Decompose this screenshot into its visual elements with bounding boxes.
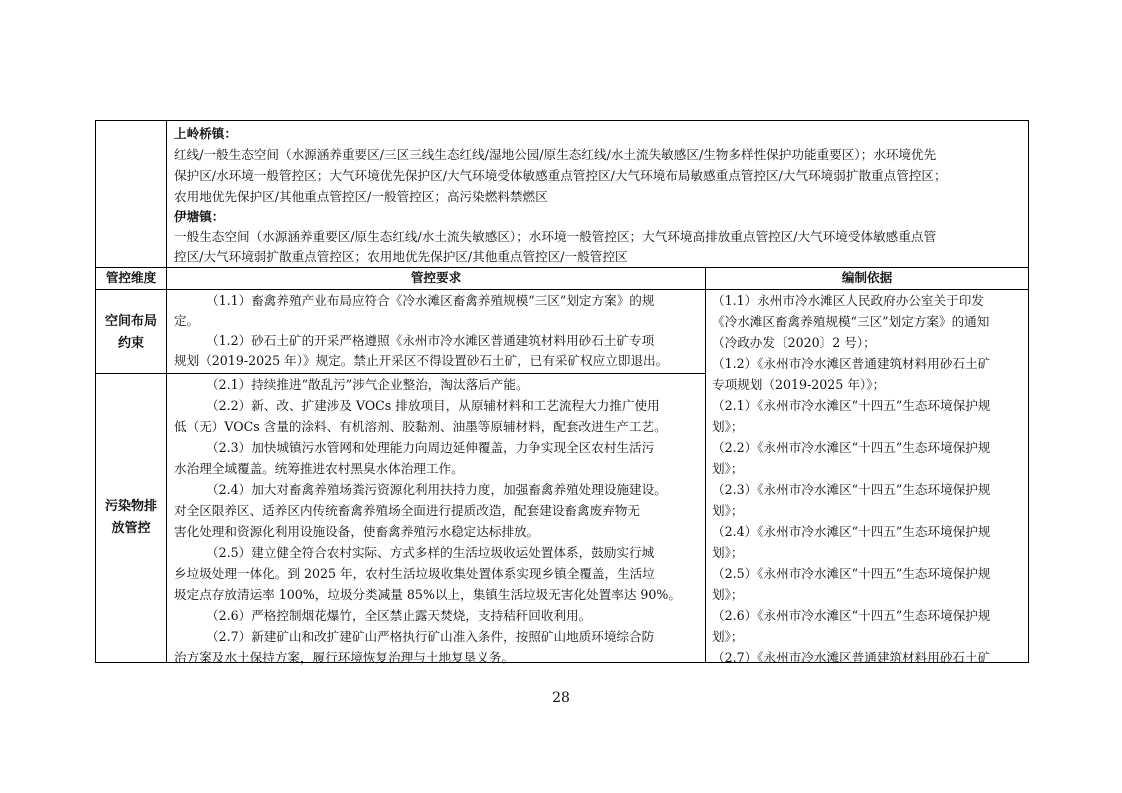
row2-req-line: （2.2）新、改、扩建涉及 VOCs 排放项目，从原辅材料和工艺流程大力推广使用 [206,398,660,413]
basis-line: （2.1）《永州市冷水滩区“十四五”生态环境保护规 [712,398,991,413]
town1-line: 红线/一般生态空间（水源涵养重要区/三区三线生态红线/湿地公园/原生态红线/水土流失敏感区/生物多样性保护功能重要区）；水环境优先 [174,147,937,162]
col-divider-2 [705,267,706,662]
town2-title: 伊塘镇： [174,209,225,224]
basis-line: 划》； [712,545,744,560]
basis-line: （2.6）《永州市冷水滩区“十四五”生态环境保护规 [712,608,991,623]
row2-req-line: 低（无）VOCs 含量的涂料、有机溶剂、胶黏剂、油墨等原辅材料，配套改进生产工艺。 [174,419,667,434]
town1-line: 农用地优先保护区/其他重点管控区/一般管控区；高污染燃料禁燃区 [174,189,548,204]
basis-line: （2.7）《永州市冷水滩区普通建筑材料用砂石土矿 [712,650,991,665]
row1-dimension-line: 约束 [117,336,144,351]
basis-line: （2.3）《永州市冷水滩区“十四五”生态环境保护规 [712,482,991,497]
row2-req-line: （2.1）持续推进“散乱污”涉气企业整治，淘汰落后产能。 [206,377,529,392]
basis-line: （冷政办发〔2020〕2 号）； [712,335,876,350]
header-basis: 编制依据 [841,270,893,285]
row1-dimension [96,311,166,355]
basis-line: （1.1）永州市冷水滩区人民政府办公室关于印发 [712,293,984,308]
row1-req-line: 定。 [174,313,200,328]
row2-req-line: （2.7）新建矿山和改扩建矿山严格执行矿山准入条件，按照矿山地质环境综合防 [206,629,655,644]
row2-req-line: 治方案及水土保持方案，履行环境恢复治理与土地复垦义务。 [174,650,515,665]
basis-line: 《冷水滩区畜禽养殖规模“三区”划定方案》的通知 [712,314,990,329]
row2-dimension [96,496,166,540]
town1-title: 上岭桥镇： [174,126,237,141]
header-requirement: 管控要求 [410,270,462,285]
row2-req-line: 对全区限养区、适养区内传统畜禽养殖场全面进行提质改造，配套建设畜禽废弃物无 [174,503,640,518]
basis-line: （1.2）《永州市冷水滩区普通建筑材料用砂石土矿 [712,356,991,371]
row1-req-line: （1.2）砂石土矿的开采严格遵照《永州市冷水滩区普通建筑材料用砂石土矿专项 [206,333,655,348]
basis-line: 划》； [712,587,744,602]
header-dimension: 管控维度 [105,270,157,285]
basis-line: 划》； [712,461,744,476]
col-divider-1 [166,121,167,662]
row2-req-line: （2.3）加快城镇污水管网和处理能力向周边延伸覆盖，力争实现全区农村生活污 [206,440,655,455]
basis-line: （2.4）《永州市冷水滩区“十四五”生态环境保护规 [712,524,991,539]
town2-line: 控区/大气环境弱扩散重点管控区；农用地优先保护区/其他重点管控区/一般管控区 [174,249,628,264]
row2-req-line: （2.4）加大对畜禽养殖场粪污资源化利用扶持力度，加强畜禽养殖处理设施建设。 [206,482,667,497]
basis-line: 划》； [712,503,744,518]
row2-req-line: （2.5）建立健全符合农村实际、方式多样的生活垃圾收运处置体系，鼓励实行城 [206,545,655,560]
row2-req-line: 乡垃圾处理一体化。到 2025 年，农村生活垃圾收集处置体系实现乡镇全覆盖，生活垃 [174,566,655,581]
row1-dimension-line: 空间布局 [104,314,157,329]
row2-dimension-line: 放管控 [111,521,151,536]
basis-line: 划》； [712,419,744,434]
town1-line: 保护区/水环境一般管控区；大气环境优先保护区/大气环境受体敏感重点管控区/大气环境布局敏感重点管控区/大气环境弱扩散重点管控区； [174,168,947,183]
control-table [95,120,1029,663]
row1-req-line: （1.1）畜禽养殖产业布局应符合《冷水滩区畜禽养殖规模“三区”划定方案》的规 [206,293,655,308]
row2-req-line: （2.6）严格控制烟花爆竹，全区禁止露天焚烧，支持秸秆回收利用。 [206,608,592,623]
row1-bottom-line [96,373,705,374]
basis-line: （2.2）《永州市冷水滩区“十四五”生态环境保护规 [712,440,991,455]
basis-line: 专项规划（2019-2025 年）》； [712,377,886,392]
row2-req-line: 水治理全域覆盖。统筹推进农村黑臭水体治理工作。 [174,461,464,476]
row1-req-line: 规划（2019-2025 年）》规定。禁止开采区不得设置砂石土矿，已有采矿权应立即退出。 [174,353,669,368]
header-bottom-line [96,289,1028,290]
row2-dimension-line: 污染物排 [104,499,157,514]
row2-req-line: 害化处理和资源化利用设施设备，使畜禽养殖污水稳定达标排放。 [174,524,540,539]
row2-req-line: 圾定点存放清运率 100%，垃圾分类减量 85%以上，集镇生活垃圾无害化处置率达 90%。 [174,587,681,602]
town2-line: 一般生态空间（水源涵养重要区/原生态红线/水土流失敏感区）；水环境一般管控区；大气环境高排放重点管控区/大气环境受体敏感重点管 [174,229,937,244]
basis-line: 划》； [712,629,744,644]
page-number: 28 [552,690,570,706]
basis-line: （2.5）《永州市冷水滩区“十四五”生态环境保护规 [712,566,991,581]
